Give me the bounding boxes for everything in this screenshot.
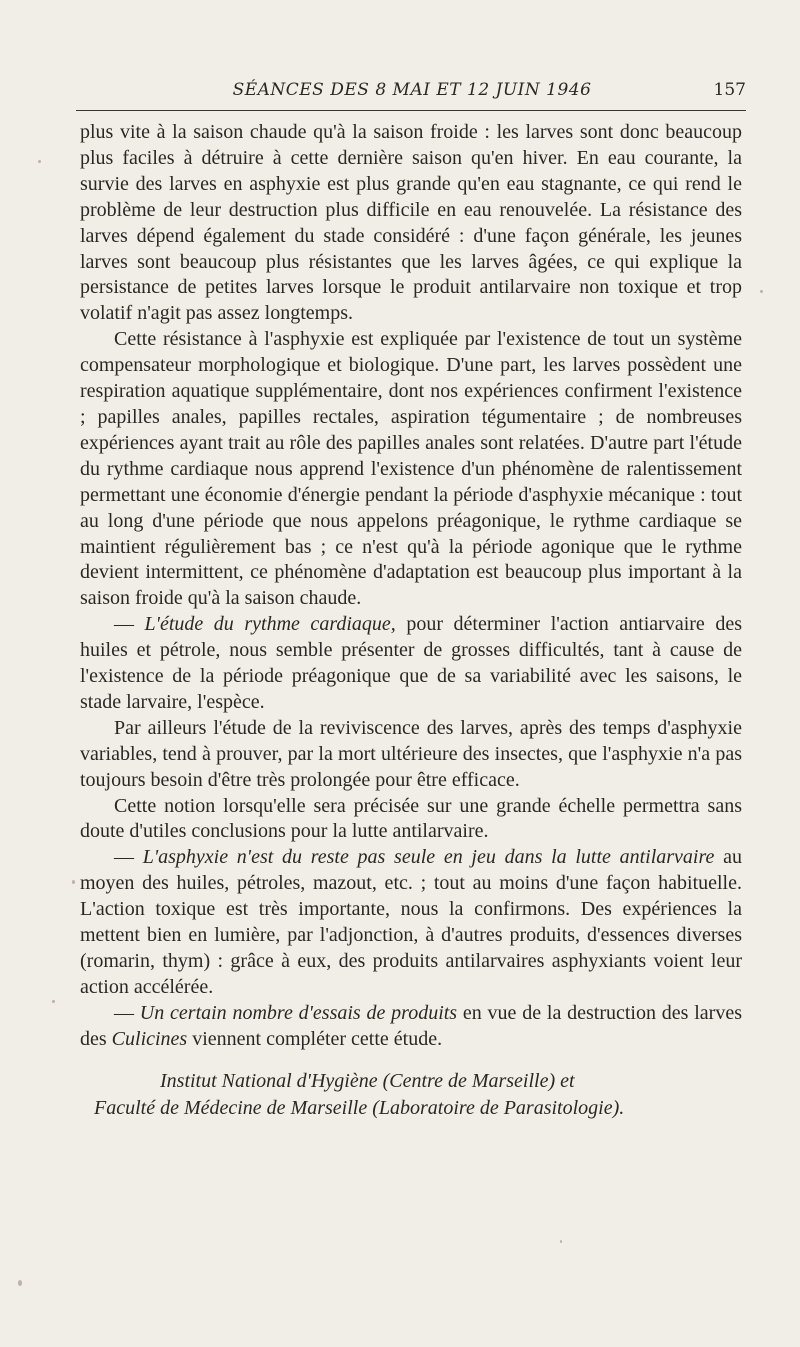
- author-affiliation: [80, 1068, 760, 1122]
- paper-speck: [52, 1000, 55, 1003]
- conjunction: et: [555, 1070, 575, 1092]
- paragraph-2: Cette résistance à l'asphyxie est expliquée par l'existence de tout un système compensateur morphologique et biologique. D'une part, les larves possèdent une respiration aquatique supplémentaire, dont nos expériences confirment l'existence ; papilles anales, papilles rectales, aspiration tégumentaire ; de nombreuses expériences ayant trait au rôle des papilles anales sont relatées. D'autre part l'étude du rythme cardiaque nous apprend l'existence d'un phénomène de ralentissement permettant une économie d'énergie pendant la période d'asphyxie mécanique : tout au long d'une période que nous appelons préagonique, le rythme cardiaque se maintient régulièrement bas ; ce n'est qu'à la période agonique que le rythme devient intermittent, ce phénomène d'adaptation est beaucoup plus important à la saison froide qu'à la saison chaude.: [80, 328, 742, 610]
- running-title: SÉANCES DES 8 MAI ET 12 JUIN 1946: [232, 80, 592, 100]
- institution-branch: (Centre de Marseille): [382, 1070, 556, 1092]
- laboratory-name: (Laboratoire de Parasitologie).: [372, 1097, 625, 1119]
- paragraph-1: plus vite à la saison chaude qu'à la saison froide : les larves sont donc beaucoup plus faciles à détruire à cette dernière saison qu'en hiver. En eau courante, la survie des larves en asphyxie est plus grande qu'en eau stagnante, ce qui rend le problème de leur destruction plus difficile en eau renouvelée. La résistance des larves dépend également du stade considéré : d'une façon générale, les jeunes larves sont beaucoup plus résistantes que les larves âgées, ce qui explique la persistance de petites larves lorsque le produit antilarvaire non toxique et trop volatif n'agit pas assez longtemps.: [80, 121, 742, 325]
- paragraph-text: viennent compléter cette étude.: [187, 1027, 443, 1050]
- affiliation-line-1: [80, 1068, 760, 1095]
- paragraph-7: [80, 1001, 742, 1053]
- dash: —: [114, 1001, 140, 1024]
- faculty-name: Faculté de Médecine de Marseille: [94, 1097, 373, 1119]
- header-rule: [76, 110, 746, 111]
- institution-name: Institut National d'Hygiène: [160, 1070, 383, 1092]
- paragraph-3: [80, 612, 742, 716]
- italic-phrase: L'étude du rythme cardiaque,: [144, 613, 396, 636]
- page-number: 157: [713, 80, 746, 100]
- paper-speck: [18, 1280, 22, 1286]
- paper-speck: [38, 160, 41, 163]
- dash: —: [114, 846, 143, 869]
- paragraph-text: en vue de la destruction des larves des: [80, 1001, 742, 1050]
- paper-speck: [72, 880, 75, 884]
- running-head: [78, 80, 746, 106]
- paragraph-6: [80, 845, 742, 1000]
- paragraph-text: pour déterminer l'action antiarvaire des huiles et pétrole, nous semble présenter de grosses difficultés, tant à cause de l'existence de la période préagonique que de sa variabilité avec les saisons, le stade larvaire, l'espèce.: [80, 613, 742, 713]
- affiliation-line-2: [80, 1095, 760, 1122]
- italic-phrase: Un certain nombre d'essais de produits: [139, 1001, 458, 1024]
- italic-genus: Culicines: [111, 1027, 188, 1050]
- body-text: [80, 120, 742, 1053]
- paragraph-5: Cette notion lorsqu'elle sera précisée sur une grande échelle permettra sans doute d'utiles conclusions pour la lutte antilarvaire.: [80, 794, 742, 843]
- paper-speck: [560, 1240, 562, 1243]
- paper-speck: [760, 290, 763, 293]
- paragraph-text: au moyen des huiles, pétroles, mazout, etc. ; tout au moins d'une façon habituelle. L'action toxique est très importante, nous la confirmons. Des expériences la mettent bien en lumière, par l'adjonction, à d'autres produits, d'essences diverses (romarin, thym) : grâce à eux, des produits antilarvaires asphyxiants voient leur action accélérée.: [80, 846, 742, 998]
- paragraph-4: Par ailleurs l'étude de la reviviscence des larves, après des temps d'asphyxie variables, tend à prouver, par la mort ultérieure des insectes, que l'asphyxie n'a pas toujours besoin d'être très prolongée pour être efficace.: [80, 716, 742, 791]
- italic-phrase: L'asphyxie n'est du reste pas seule en jeu dans la lutte antilarvaire: [142, 846, 715, 869]
- dash: —: [114, 613, 145, 636]
